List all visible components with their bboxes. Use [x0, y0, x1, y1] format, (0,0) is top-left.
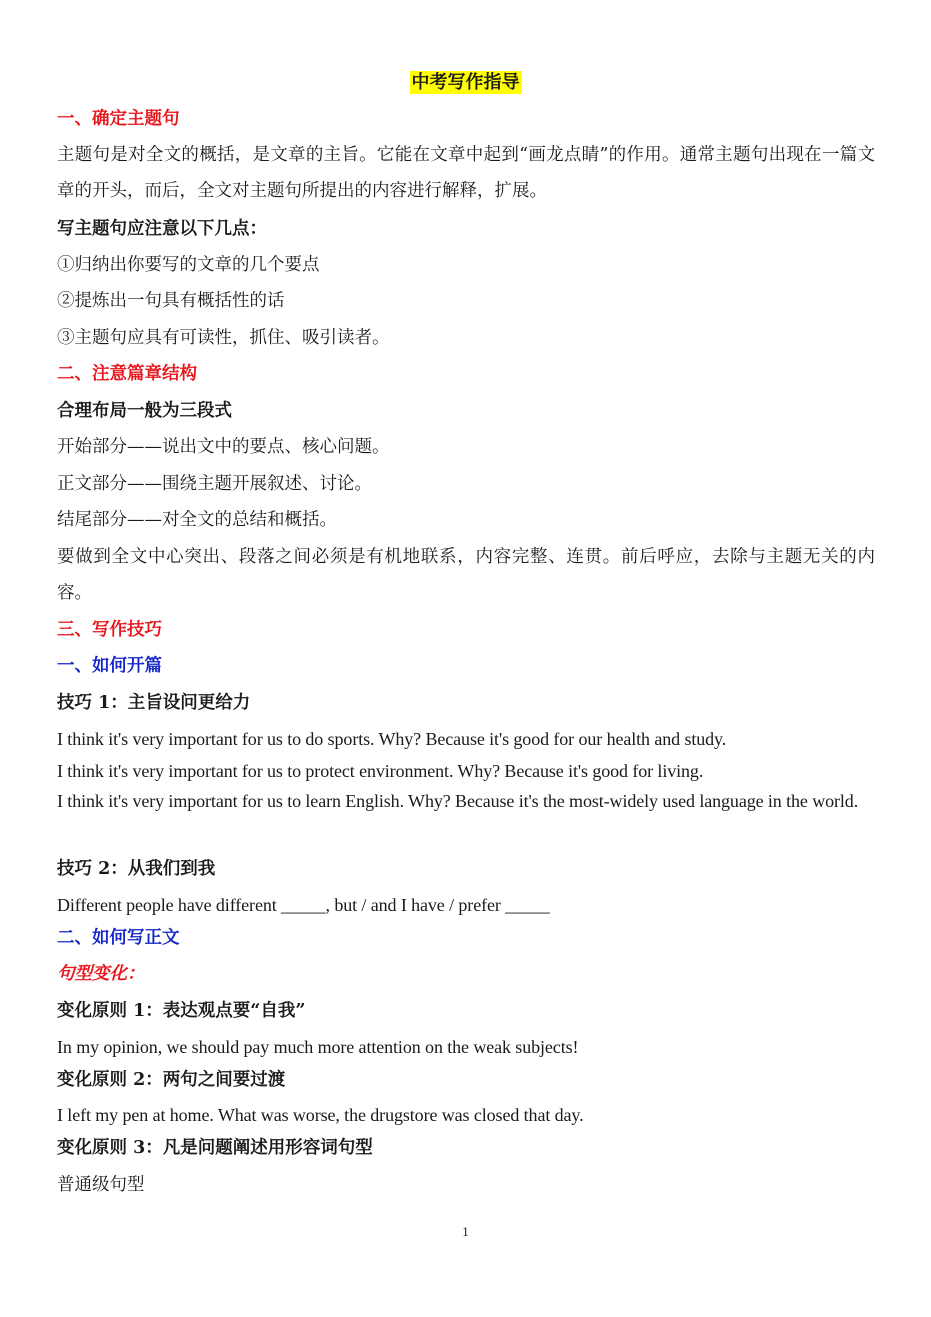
title-text: 中考写作指导	[411, 72, 520, 93]
page-number: 1	[462, 1224, 469, 1239]
example-sentence: I think it's very important for us to learn English. Why? Because it's the most-widely used language in the world.	[57, 791, 859, 811]
structure-part: 开始部分——说出文中的要点、核心问题。	[57, 437, 390, 457]
rule-2-heading: 变化原则 2：两句之间要过渡	[57, 1070, 286, 1090]
tip-2-heading: 技巧 2：从我们到我	[57, 859, 216, 879]
structure-part: 结尾部分——对全文的总结和概括。	[57, 510, 337, 530]
section-3-heading: 三、写作技巧	[57, 620, 162, 640]
section-1-intro: 主题句是对全文的概括，是文章的主旨。它能在文章中起到“画龙点睛”的作用。通常主题句出现在一篇文章的开头，而后，全文对主题句所提出的内容进行解释，扩展。	[57, 145, 875, 201]
sentence-variation-heading: 句型变化：	[57, 964, 145, 984]
subsection-opening-heading: 一、如何开篇	[57, 656, 162, 676]
rule-3-heading: 变化原则 3：凡是问题阐述用形容词句型	[57, 1138, 373, 1158]
section-2-heading: 二、注意篇章结构	[57, 364, 197, 384]
point-item: ②提炼出一句具有概括性的话	[57, 291, 285, 311]
structure-part: 正文部分——围绕主题开展叙述、讨论。	[57, 474, 372, 494]
example-sentence: Different people have different _____, but / and I have / prefer _____	[57, 895, 550, 915]
example-sentence: I think it's very important for us to do sports. Why? Because it's good for our health and study.	[57, 729, 727, 749]
section-2-note: 要做到全文中心突出、段落之间必须是有机地联系，内容完整、连贯。前后呼应，去除与主题无关的内容。	[57, 547, 875, 603]
point-item: ①归纳出你要写的文章的几个要点	[57, 255, 320, 275]
example-sentence: I left my pen at home. What was worse, the drugstore was closed that day.	[57, 1105, 584, 1125]
example-sentence: I think it's very important for us to protect environment. Why? Because it's good for living.	[57, 761, 704, 781]
section-2-subheading: 合理布局一般为三段式	[57, 401, 232, 421]
section-1-points-title: 写主题句应注意以下几点：	[57, 219, 267, 239]
document-title	[0, 70, 931, 96]
point-item: ③主题句应具有可读性，抓住、吸引读者。	[57, 328, 390, 348]
rule-3-subheading: 普通级句型	[57, 1175, 145, 1195]
section-1-heading: 一、确定主题句	[57, 109, 180, 129]
subsection-body-heading: 二、如何写正文	[57, 928, 180, 948]
example-sentence: In my opinion, we should pay much more attention on the weak subjects!	[57, 1037, 579, 1057]
rule-1-heading: 变化原则 1：表达观点要“自我”	[57, 1001, 306, 1021]
tip-1-heading: 技巧 1：主旨设问更给力	[57, 693, 251, 713]
